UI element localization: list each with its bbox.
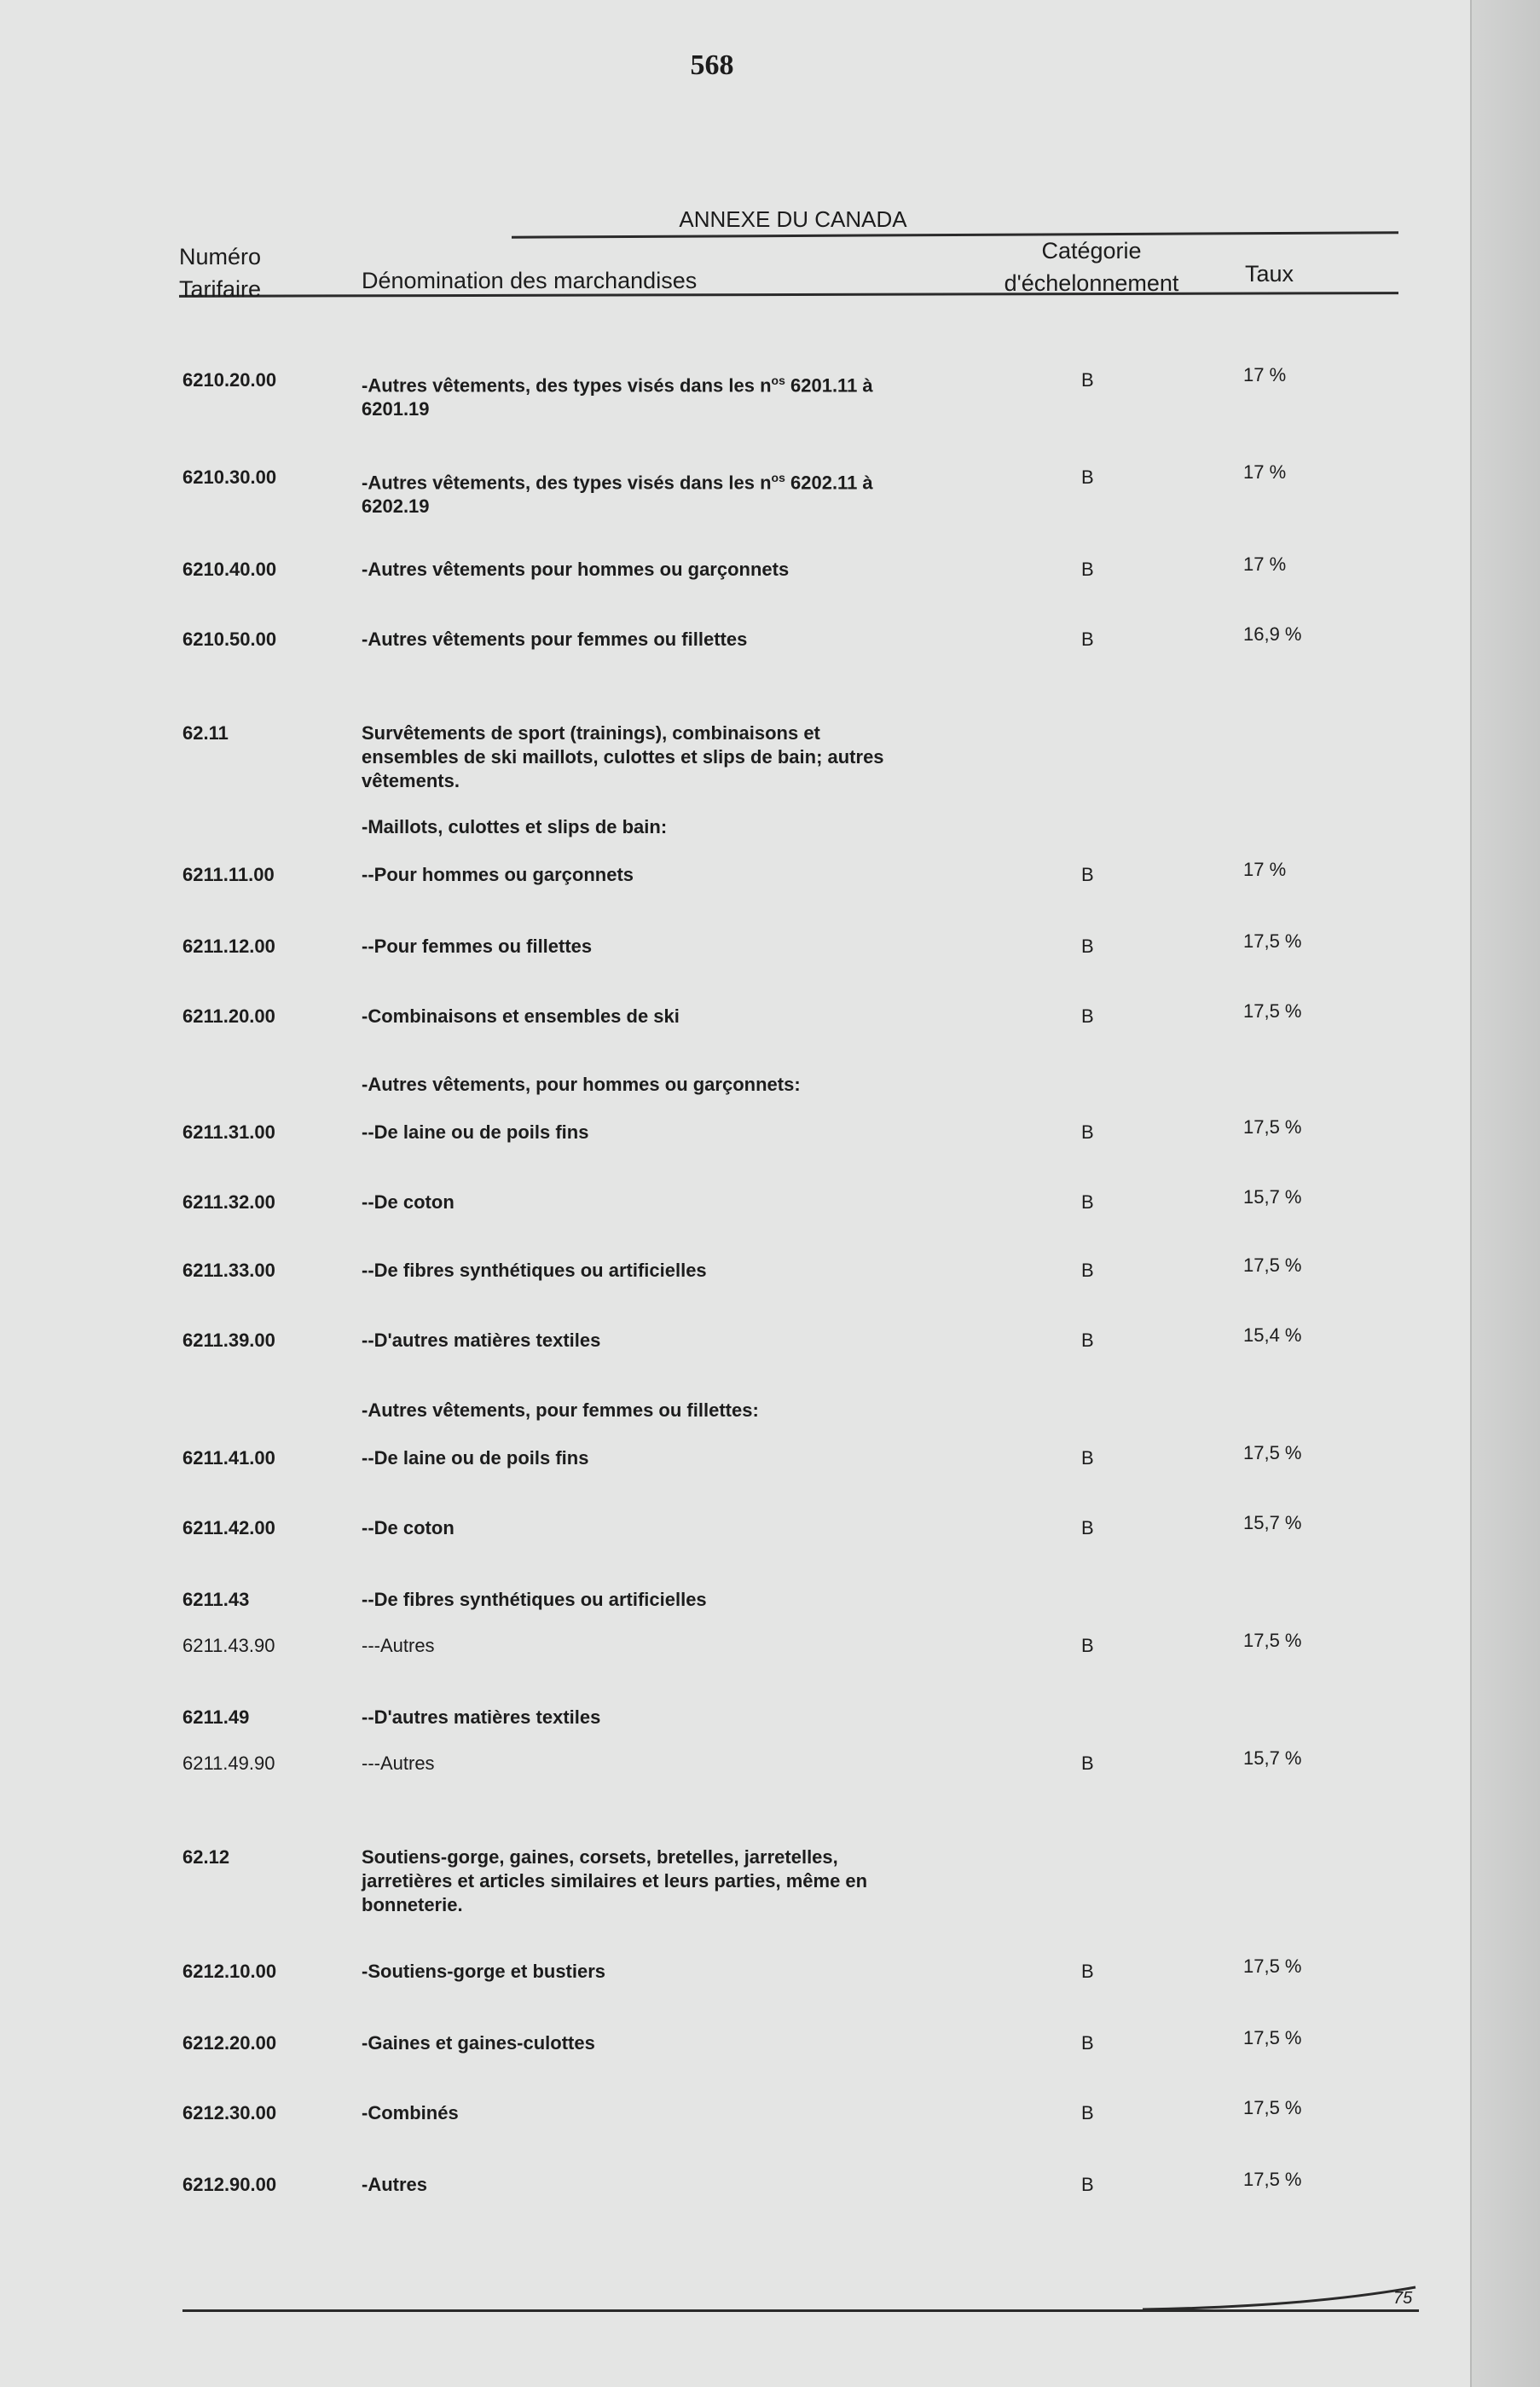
staging-category: B <box>1081 1635 1094 1656</box>
staging-category: B <box>1081 1961 1094 1982</box>
rate: 17,5 % <box>1243 1442 1302 1463</box>
goods-description: --D'autres matières textiles <box>362 1706 601 1728</box>
tariff-code: 62.12 <box>182 1846 230 1868</box>
staging-category: B <box>1081 629 1094 650</box>
goods-description: -Autres <box>362 2174 428 2195</box>
rate: 17 % <box>1243 364 1287 385</box>
goods-description: -Autres vêtements, des types visés dans les $n^{os}$ 6201.11 à 6201.19 <box>362 374 873 420</box>
rate: 15,4 % <box>1243 1324 1302 1346</box>
tariff-code: 6212.20.00 <box>182 2032 277 2054</box>
goods-description: --Pour femmes ou fillettes <box>362 936 593 957</box>
goods-description: -Autres vêtements, des types visés dans les $n^{os}$ 6202.11 à 6202.19 <box>362 471 873 518</box>
tariff-code: 6211.49 <box>182 1706 250 1728</box>
staging-category: B <box>1081 1753 1094 1774</box>
staging-category: B <box>1081 936 1094 957</box>
goods-description: -Combinés <box>362 2102 459 2123</box>
goods-description: --De laine ou de poils fins <box>362 1447 589 1469</box>
tariff-code: 6210.30.00 <box>182 466 277 488</box>
goods-description: --De laine ou de poils fins <box>362 1121 589 1143</box>
header-categorie-line1: Catégorie <box>1041 238 1142 264</box>
rate: 17,5 % <box>1243 1000 1302 1022</box>
rate: 17,5 % <box>1243 1630 1302 1651</box>
staging-category: B <box>1081 559 1094 580</box>
header-numero-line2: Tarifaire <box>179 276 262 302</box>
rate: 17,5 % <box>1243 2027 1302 2048</box>
goods-description: ---Autres <box>362 1753 435 1774</box>
goods-description: --De fibres synthétiques ou artificielles <box>362 1260 707 1281</box>
goods-description: -Soutiens-gorge et bustiers <box>362 1961 606 1982</box>
rate: 17,5 % <box>1243 1254 1302 1276</box>
annex-title: ANNEXE DU CANADA <box>679 206 907 232</box>
goods-description: -Autres vêtements, pour hommes ou garçonnets: <box>362 1074 801 1095</box>
page-number: 568 <box>690 49 734 81</box>
tariff-code: 6212.30.00 <box>182 2102 277 2123</box>
goods-description: -Maillots, culottes et slips de bain: <box>362 816 668 837</box>
page-edge <box>1470 0 1540 2387</box>
staging-category: B <box>1081 864 1094 885</box>
staging-category: B <box>1081 2174 1094 2195</box>
tariff-code: 6211.43 <box>182 1589 250 1610</box>
staging-category: B <box>1081 1330 1094 1351</box>
goods-description: Survêtements de sport (trainings), combinaisons et ensembles de ski maillots, culottes et slips de bain; autres vêtements. <box>362 722 884 791</box>
staging-category: B <box>1081 1005 1094 1027</box>
tariff-code: 6211.11.00 <box>182 864 275 885</box>
rate: 16,9 % <box>1243 623 1302 645</box>
tariff-code: 6210.20.00 <box>182 369 277 391</box>
tariff-code: 6210.50.00 <box>182 629 277 650</box>
goods-description: -Combinaisons et ensembles de ski <box>362 1005 680 1027</box>
staging-category: B <box>1081 1517 1094 1538</box>
rate: 17 % <box>1243 859 1287 880</box>
tariff-code: 6211.42.00 <box>182 1517 275 1538</box>
tariff-code: 6212.90.00 <box>182 2174 277 2195</box>
tariff-code: 6211.39.00 <box>182 1330 275 1351</box>
tariff-code: 62.11 <box>182 722 229 744</box>
rate: 15,7 % <box>1243 1512 1302 1533</box>
staging-category: B <box>1081 1121 1094 1143</box>
staging-category: B <box>1081 1191 1094 1213</box>
goods-description: --De fibres synthétiques ou artificielles <box>362 1589 707 1610</box>
header-categorie-line2: d'échelonnement <box>1004 270 1179 296</box>
staging-category: B <box>1081 466 1094 488</box>
rate: 17,5 % <box>1243 930 1302 952</box>
rate: 17 % <box>1243 553 1287 575</box>
rate: 15,7 % <box>1243 1747 1302 1769</box>
tariff-code: 6211.20.00 <box>182 1005 275 1027</box>
rate: 17,5 % <box>1243 2097 1302 2118</box>
tariff-code: 6211.31.00 <box>182 1121 275 1143</box>
staging-category: B <box>1081 1447 1094 1469</box>
staging-category: B <box>1081 369 1094 391</box>
rate: 17,5 % <box>1243 2169 1302 2190</box>
rate: 17 % <box>1243 461 1287 483</box>
staging-category: B <box>1081 1260 1094 1281</box>
tariff-code: 6211.32.00 <box>182 1191 275 1213</box>
tariff-code: 6211.49.90 <box>182 1753 275 1774</box>
tariff-code: 6210.40.00 <box>182 559 277 580</box>
rate: 17,5 % <box>1243 1116 1302 1138</box>
staging-category: B <box>1081 2102 1094 2123</box>
staging-category: B <box>1081 2032 1094 2054</box>
tariff-code: 6211.41.00 <box>182 1447 275 1469</box>
goods-description: ---Autres <box>362 1635 435 1656</box>
header-categorie <box>972 235 1211 299</box>
goods-description: -Gaines et gaines-culottes <box>362 2032 595 2054</box>
goods-description: --De coton <box>362 1191 454 1213</box>
goods-description: -Autres vêtements pour hommes ou garçonnets <box>362 559 790 580</box>
rate: 17,5 % <box>1243 1955 1302 1977</box>
footer-curve <box>1143 2286 1424 2320</box>
header-numero-tarifaire <box>179 240 261 305</box>
tariff-code: 6211.12.00 <box>182 936 275 957</box>
header-denomination: Dénomination des marchandises <box>362 268 698 293</box>
goods-description: -Autres vêtements pour femmes ou fillettes <box>362 629 748 650</box>
tariff-code: 6212.10.00 <box>182 1961 277 1982</box>
goods-description: --D'autres matières textiles <box>362 1330 601 1351</box>
goods-description: --Pour hommes ou garçonnets <box>362 864 634 885</box>
goods-description: -Autres vêtements, pour femmes ou fillettes: <box>362 1399 759 1421</box>
goods-description: --De coton <box>362 1517 454 1538</box>
tariff-code: 6211.33.00 <box>182 1260 275 1281</box>
header-taux: Taux <box>1245 261 1294 287</box>
goods-description: Soutiens-gorge, gaines, corsets, bretelles, jarretelles, jarretières et articles similaires et leurs parties, même en bonneterie. <box>362 1846 868 1915</box>
rate: 15,7 % <box>1243 1186 1302 1208</box>
tariff-code: 6211.43.90 <box>182 1635 275 1656</box>
footer-page-number: 75 <box>1393 2289 1413 2308</box>
header-numero-line1: Numéro <box>179 244 262 269</box>
